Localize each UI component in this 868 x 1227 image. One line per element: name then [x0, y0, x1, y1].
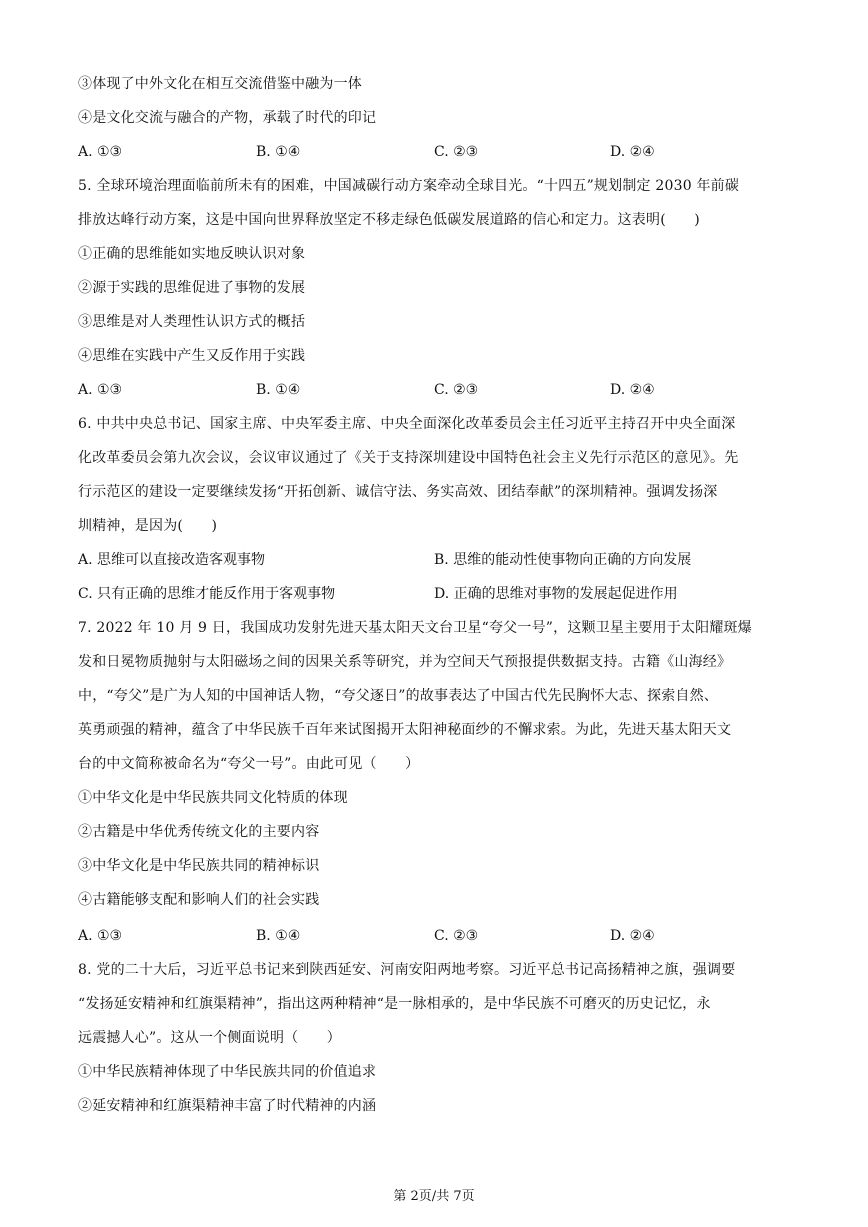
q5-choice-1: ①正确的思维能如实地反映认识对象 [78, 246, 306, 262]
q4-option-b: B. ①④ [256, 144, 301, 160]
q7-choice-2: ②古籍是中华优秀传统文化的主要内容 [78, 824, 320, 840]
q5-stem-line-1: 5. 全球环境治理面临前所未有的困难，中国减碳行动方案牵动全球目光。“十四五”规划制定 2030 年前碳 [78, 178, 740, 194]
q7-stem-line-1: 7. 2022 年 10 月 9 日，我国成功发射先进天基太阳天文台卫星“夸父一号”，这颗卫星主要用于太阳耀斑爆 [78, 620, 752, 636]
q7-choice-3: ③中华文化是中华民族共同的精神标识 [78, 858, 320, 874]
q6-stem-line-1: 6. 中共中央总书记、国家主席、中央军委主席、中央全面深化改革委员会主任习近平主持召开中央全面深 [78, 416, 736, 432]
q4-option-d: D. ②④ [610, 144, 655, 160]
q7-choice-4: ④古籍能够支配和影响人们的社会实践 [78, 892, 320, 908]
q7-stem-line-2: 发和日冕物质抛射与太阳磁场之间的因果关系等研究，并为空间天气预报提供数据支持。古籍《山海经》 [78, 654, 732, 670]
q7-stem-line-3: 中，“夸父”是广为人知的中国神话人物，“夸父逐日”的故事表达了中国古代先民胸怀大志、探索自然、 [78, 688, 719, 704]
q5-option-b: B. ①④ [256, 382, 301, 398]
q7-choice-1: ①中华文化是中华民族共同文化特质的体现 [78, 790, 348, 806]
q6-option-d: D. 正确的思维对事物的发展起促进作用 [434, 586, 678, 602]
q4-choice-3: ③体现了中外文化在相互交流借鉴中融为一体 [78, 76, 362, 92]
q7-option-b: B. ①④ [256, 928, 301, 944]
q7-stem-line-4: 英勇顽强的精神，蕴含了中华民族千百年来试图揭开太阳神秘面纱的不懈求索。为此，先进天基太阳天文 [78, 722, 732, 738]
q6-stem-line-3: 行示范区的建设一定要继续发扬“开拓创新、诚信守法、务实高效、团结奉献”的深圳精神。强调发扬深 [78, 484, 718, 500]
q8-stem-line-3: 远震撼人心”。这从一个侧面说明（ ） [78, 1030, 341, 1046]
q4-option-a: A. ①③ [78, 144, 123, 160]
q5-stem-line-2: 排放达峰行动方案，这是中国向世界释放坚定不移走绿色低碳发展道路的信心和定力。这表明( ) [78, 212, 700, 228]
q7-option-c: C. ②③ [434, 928, 479, 944]
q8-stem-line-2: “发扬延安精神和红旗渠精神”，指出这两种精神“是一脉相承的，是中华民族不可磨灭的历史记忆，永 [78, 996, 711, 1012]
q5-option-a: A. ①③ [78, 382, 123, 398]
q5-option-d: D. ②④ [610, 382, 655, 398]
q7-stem-line-5: 台的中文简称被命名为“夸父一号”。由此可见（ ） [78, 756, 420, 772]
q6-option-b: B. 思维的能动性使事物向正确的方向发展 [434, 552, 692, 568]
q6-option-a: A. 思维可以直接改造客观事物 [78, 552, 266, 568]
q6-option-c: C. 只有正确的思维才能反作用于客观事物 [78, 586, 336, 602]
q5-choice-4: ④思维在实践中产生又反作用于实践 [78, 348, 306, 364]
q7-option-a: A. ①③ [78, 928, 123, 944]
q5-choice-3: ③思维是对人类理性认识方式的概括 [78, 314, 306, 330]
q6-stem-line-4: 圳精神，是因为( ) [78, 518, 218, 534]
page-footer: 第 2页/共 7页 [393, 1189, 475, 1204]
q8-choice-1: ①中华民族精神体现了中华民族共同的价值追求 [78, 1064, 377, 1080]
q8-stem-line-1: 8. 党的二十大后，习近平总书记来到陕西延安、河南安阳两地考察。习近平总书记高扬精神之旗，强调要 [78, 962, 736, 978]
q6-stem-line-2: 化改革委员会第九次会议，会议审议通过了《关于支持深圳建设中国特色社会主义先行示范区的意见》。先 [78, 450, 739, 466]
q4-choice-4: ④是文化交流与融合的产物，承载了时代的印记 [78, 110, 377, 126]
q5-choice-2: ②源于实践的思维促进了事物的发展 [78, 280, 306, 296]
q4-option-c: C. ②③ [434, 144, 479, 160]
q8-choice-2: ②延安精神和红旗渠精神丰富了时代精神的内涵 [78, 1098, 377, 1114]
q5-option-c: C. ②③ [434, 382, 479, 398]
q7-option-d: D. ②④ [610, 928, 655, 944]
